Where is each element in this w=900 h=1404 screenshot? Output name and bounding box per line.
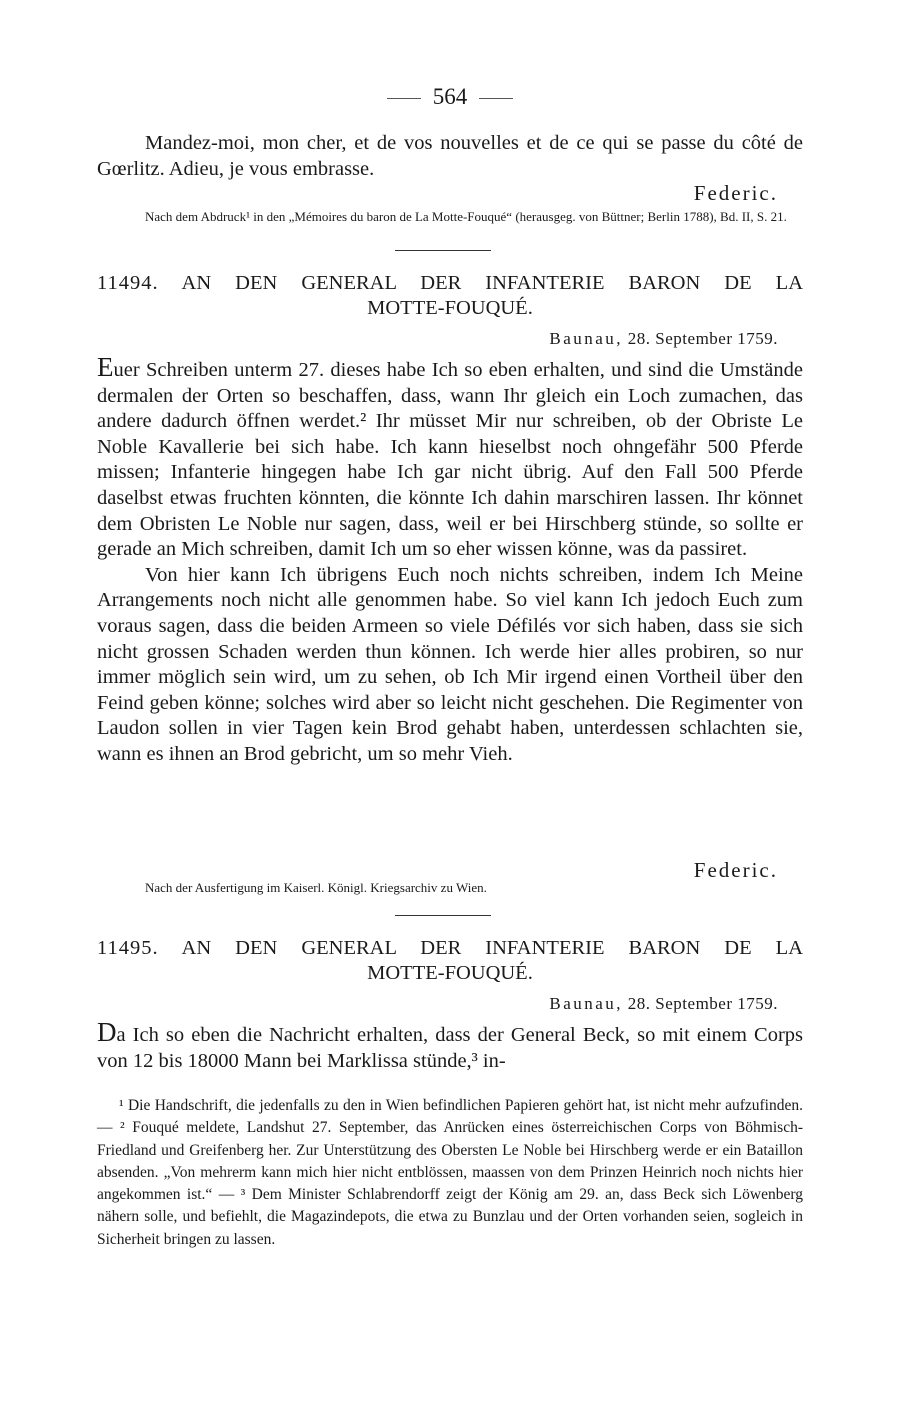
prev-letter-text: Mandez-moi, mon cher, et de vos nouvelles et de ce qui se passe du côté de Gœrlitz. Adieu, je vous embrasse. <box>97 132 803 180</box>
letter-date: 28. September 1759. <box>627 329 778 348</box>
letter-date: 28. September 1759. <box>627 994 778 1013</box>
prev-letter-source: Nach dem Abdruck¹ in den „Mémoires du baron de La Motte-Fouqué“ (herausgeg. von Büttner; Berlin 1788), Bd. II, S. 21. <box>145 209 787 224</box>
left-dash <box>387 98 421 99</box>
page-number: 564 <box>432 84 468 109</box>
prev-letter-text-block <box>97 131 803 182</box>
letter-signature: Federic. <box>693 858 778 882</box>
letter-heading-11495 <box>97 936 803 986</box>
letter-source: Nach der Ausfertigung im Kaiserl. Königl. Kriegsarchiv zu Wien. <box>145 880 487 895</box>
letter-place-date <box>0 329 778 349</box>
letter-body-11495 <box>97 1017 803 1074</box>
heading-line-1 <box>97 936 803 961</box>
letter-place-date <box>0 994 778 1014</box>
heading-text: AN DEN GENERAL DER INFANTERIE BARON DE LA <box>181 937 803 959</box>
paragraph-1-text: a Ich so eben die Nachricht erhalten, dass der General Beck, so mit einem Corps von 12 bis 18000 Mann bei Marklissa stünde,³ in- <box>97 1024 803 1072</box>
section-divider <box>395 915 491 916</box>
heading-line-2: MOTTE-FOUQUÉ. <box>367 962 533 984</box>
letter-place: Baunau, <box>549 994 624 1013</box>
paragraph-1-text: uer Schreiben unterm 27. dieses habe Ich so eben erhalten, und sind die Umstände dermalen der Orten so beschaffen, dass, wann Ihr gleich ein Loch zumachen, das andere dadurch öffnen werdet.² Ihr müsset Mir nur schreiben, ob der Obriste Le Noble Kavallerie bei sich habe. Ich kann hieselbst noch ohngefähr 500 Pferde missen; Infanterie hingegen habe Ich gar nicht übrig. Auf den Fall 500 Pferde daselbst etwas fruchten könnten, die könnte Ich dahin marschiren lassen. Ihr könnet dem Obristen Le Noble nur sagen, dass, weil er bei Hirschberg stünde, so sollte er gerade an Mich schreiben, damit Ich um so eher wissen könne, was da passiret. <box>97 359 803 561</box>
letter-body-11494 <box>97 352 803 768</box>
heading-line-1 <box>97 271 803 296</box>
page-number-line <box>0 84 900 110</box>
footnotes-text: ¹ Die Handschrift, die jedenfalls zu den in Wien befindlichen Papieren gehört hat, ist nicht mehr aufzufinden. — ² Fouqué meldete, Landshut 27. September, das Anrücken eines österreichischen Corps von Böhmisch-Friedland und Greifenberg her. Zur Unterstützung des Obersten Le Noble bei Hirschberg werde er ein Bataillon absenden. „Von mehrerm kann mich hier nicht entblössen, maassen von dem Prinzen Heinrich noch nichts hier angekommen ist.“ — ³ Dem Minister Schlabrendorff zeigt der König am 29. an, dass Beck sich Löwenberg nähern solle, und befiehlt, die Magazindepots, die etwa zu Bunzlau und der Orten vorhanden seien, sogleich in Sicherheit bringen zu lassen. <box>97 1097 803 1248</box>
dropcap: E <box>97 352 114 382</box>
heading-text: AN DEN GENERAL DER INFANTERIE BARON DE LA <box>181 272 803 294</box>
section-divider <box>395 250 491 251</box>
letter-number: 11495. <box>97 937 159 959</box>
letter-number: 11494. <box>97 272 159 294</box>
letter-paragraph-1 <box>97 352 803 563</box>
footnotes <box>97 1095 803 1251</box>
right-dash <box>479 98 513 99</box>
dropcap: D <box>97 1017 117 1047</box>
letter-place: Baunau, <box>549 329 624 348</box>
letter-heading-11494 <box>97 271 803 321</box>
letter-paragraph-2: Von hier kann Ich übrigens Euch noch nichts schreiben, indem Ich Meine Arrangements noch nicht alle genommen habe. So viel kann Ich jedoch Euch zum voraus sagen, dass die beiden Armeen so viele Défilés vor sich haben, dass sie sich nicht grossen Schaden werden thun können. Ich werde hier alles probiren, so nur immer möglich sein wird, um zu sehen, ob Ich Mir irgend einen Vortheil über den Feind geben könne; solches wird aber so leicht nicht geschehen. Die Regimenter von Laudon sollen in vier Tagen kein Brod gehabt haben, unterdessen schlachten sie, wann es ihnen an Brod gebricht, um so mehr Vieh. <box>97 563 803 765</box>
letter-paragraph-1 <box>97 1017 803 1074</box>
heading-line-2: MOTTE-FOUQUÉ. <box>367 297 533 319</box>
prev-letter-signature: Federic. <box>693 181 778 205</box>
